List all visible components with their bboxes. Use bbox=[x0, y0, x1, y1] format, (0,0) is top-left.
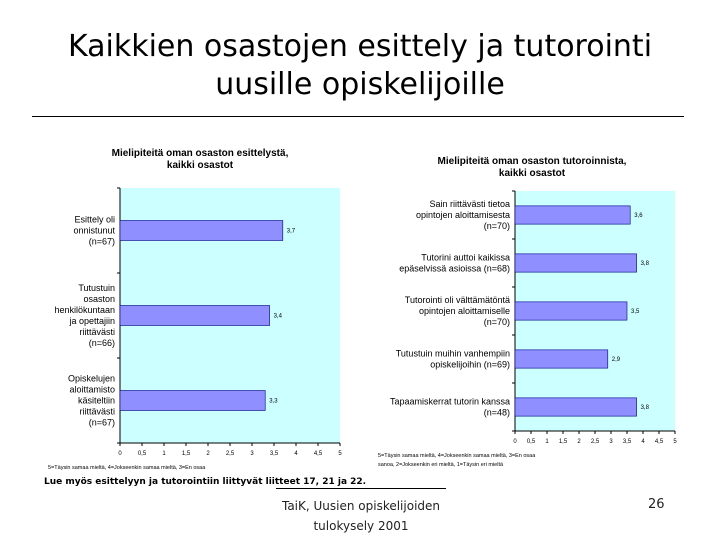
x-tick-label: 4 bbox=[294, 451, 298, 457]
bar-value-label: 3,3 bbox=[269, 398, 278, 405]
category-label-line: riittävästi bbox=[79, 406, 115, 417]
x-tick-label: 0 bbox=[513, 439, 517, 445]
category-label-line: aloittamisto bbox=[69, 384, 115, 395]
x-tick-label: 1 bbox=[545, 439, 549, 445]
bar-value-label: 3,5 bbox=[631, 309, 640, 315]
x-tick-label: 2 bbox=[577, 439, 581, 445]
chart-title-line: kaikki osastot bbox=[498, 168, 566, 179]
bar bbox=[120, 306, 270, 326]
x-tick-label: 2 bbox=[206, 451, 210, 457]
category-label-line: opiskelijoihin (n=69) bbox=[430, 359, 510, 370]
category-label-line: osaston bbox=[83, 294, 115, 304]
scale-note-line: 5=Täysin samaa mieltä, 4=Jokseenkin samaa mieltä, 3=En osaa bbox=[48, 465, 206, 470]
presentation-chart-svg bbox=[40, 140, 360, 470]
footer-divider bbox=[276, 488, 446, 489]
x-tick-label: 4 bbox=[641, 439, 645, 445]
bar-value-label: 3,6 bbox=[634, 213, 643, 219]
presentation-chart bbox=[40, 140, 360, 470]
category-label-line: Sain riittävästi tietoa bbox=[429, 199, 510, 209]
x-tick-label: 0,5 bbox=[137, 451, 147, 457]
category-label-line: Tutorointi oli välttämätöntä bbox=[404, 295, 510, 305]
category-label-line: (n=66) bbox=[88, 338, 115, 348]
title-line-2: uusille opiskelijoille bbox=[215, 67, 505, 102]
category-label-line: (n=67) bbox=[88, 417, 115, 428]
bar bbox=[120, 221, 283, 241]
bar bbox=[515, 302, 627, 320]
x-tick-label: 1,5 bbox=[181, 451, 191, 457]
tutoring-chart bbox=[370, 148, 690, 473]
category-label-line: Tutustuin muihin vanhempiin bbox=[395, 348, 510, 359]
category-label-line: onnistunut bbox=[73, 225, 115, 236]
bar-value-label: 3,4 bbox=[273, 313, 282, 320]
x-tick-label: 0,5 bbox=[526, 439, 536, 445]
category-label-line: epäselvissä asioissa (n=68) bbox=[399, 263, 510, 274]
page-number: 26 bbox=[648, 497, 665, 512]
category-label-line: Tutorini auttoi kaikissa bbox=[421, 252, 510, 263]
bar-value-label: 2,9 bbox=[611, 357, 621, 363]
chart-title-line: Mielipiteitä oman osaston esittelystä, bbox=[111, 148, 289, 159]
x-tick-label: 4,5 bbox=[654, 439, 664, 445]
x-tick-label: 2,5 bbox=[590, 439, 600, 445]
footer-line-2: tulokysely 2001 bbox=[313, 519, 409, 533]
bar bbox=[120, 391, 265, 411]
x-tick-label: 3,5 bbox=[622, 439, 632, 445]
tutoring-chart-svg bbox=[370, 148, 690, 473]
x-tick-label: 5 bbox=[673, 439, 677, 445]
category-label-line: Tutustuin bbox=[78, 283, 115, 293]
x-tick-label: 3 bbox=[250, 451, 254, 457]
x-tick-label: 1,5 bbox=[558, 439, 568, 445]
footer-text bbox=[276, 496, 446, 536]
category-label-line: käsiteltiin bbox=[77, 395, 115, 406]
category-label-line: Opiskelujen bbox=[67, 373, 115, 384]
category-label-line: (n=48) bbox=[483, 407, 510, 418]
category-label-line: opintojen aloittamiselle bbox=[418, 306, 510, 316]
bar bbox=[515, 398, 637, 416]
x-tick-label: 1 bbox=[162, 451, 166, 457]
footer-line-1: TaiK, Uusien opiskelijoiden bbox=[281, 499, 441, 513]
x-tick-label: 5 bbox=[338, 451, 342, 457]
category-label-line: riittävästi bbox=[79, 327, 115, 337]
category-label-line: ja opettajiin bbox=[69, 316, 115, 326]
x-tick-label: 0 bbox=[118, 451, 122, 457]
bar-value-label: 3,7 bbox=[286, 228, 296, 235]
category-label-line: (n=70) bbox=[483, 221, 510, 231]
title-divider bbox=[32, 116, 684, 117]
category-label-line: Esittely oli bbox=[74, 214, 115, 225]
category-label-line: henkilökuntaan bbox=[54, 305, 115, 315]
category-label-line: (n=67) bbox=[88, 236, 115, 247]
bar bbox=[515, 350, 608, 368]
category-label-line: (n=70) bbox=[483, 317, 510, 327]
appendix-note: Lue myös esittelyyn ja tutorointiin liittyvät liitteet 17, 21 ja 22. bbox=[44, 477, 367, 487]
bar bbox=[515, 206, 630, 224]
slide-title bbox=[0, 28, 720, 104]
x-tick-label: 4,5 bbox=[313, 451, 323, 457]
chart-title-line: kaikki osastot bbox=[166, 160, 234, 171]
scale-note-line: sanoa, 2=Jokseenkin eri mieltä, 1=Täysin eri mieltä bbox=[378, 462, 504, 468]
bar-value-label: 3,8 bbox=[640, 405, 649, 411]
x-tick-label: 3,5 bbox=[269, 451, 279, 457]
chart-title-line: Mielipiteitä oman osaston tutoroinnista, bbox=[437, 156, 627, 167]
x-tick-label: 3 bbox=[609, 439, 613, 445]
x-tick-label: 2,5 bbox=[225, 451, 235, 457]
category-label-line: opintojen aloittamisesta bbox=[415, 210, 510, 220]
bar-value-label: 3,8 bbox=[640, 261, 649, 267]
title-line-1: Kaikkien osastojen esittely ja tutorointi bbox=[67, 29, 653, 64]
category-label-line: Tapaamiskerrat tutorin kanssa bbox=[389, 396, 510, 407]
bar bbox=[515, 254, 637, 272]
scale-note-line: 5=Täysin samaa mieltä, 4=Jokseenkin samaa mieltä, 3=En osaa bbox=[378, 453, 536, 459]
